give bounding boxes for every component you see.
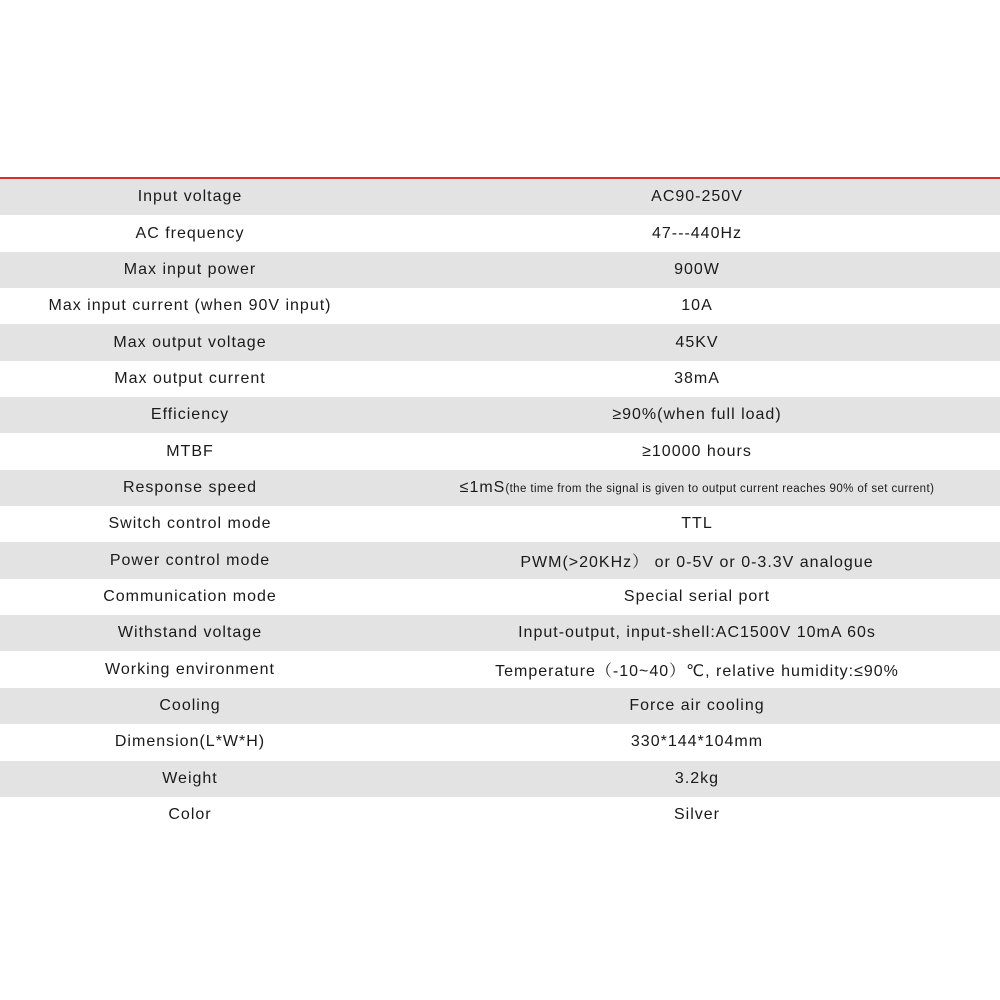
spec-label: Communication mode <box>103 587 277 605</box>
spec-value: 900W <box>674 260 720 278</box>
spec-value: 47---440Hz <box>651 224 743 242</box>
spec-value: Force air cooling <box>629 696 765 714</box>
spec-label: Max output current <box>114 369 266 387</box>
spec-value: Temperature（-10~40）℃, relative humidity:≤90% <box>495 663 899 681</box>
spec-value: ≥10000 hours <box>642 442 752 460</box>
spec-value: 330*144*104mm <box>630 733 764 751</box>
spec-label: Color <box>168 806 212 824</box>
table-row <box>0 215 1000 251</box>
spec-value <box>380 479 1000 497</box>
table-row <box>0 433 1000 469</box>
table-row <box>0 397 1000 433</box>
spec-value-note: (the time from the signal is given to output current reaches 90% of set current) <box>505 482 935 495</box>
table-row <box>0 797 1000 833</box>
spec-value: AC90-250V <box>651 188 743 206</box>
table-row <box>0 724 1000 760</box>
spec-label: Withstand voltage <box>117 624 263 642</box>
spec-label: Working environment <box>105 660 275 678</box>
table-row <box>0 324 1000 360</box>
spec-label: Power control mode <box>109 551 271 569</box>
table-row <box>0 506 1000 542</box>
table-row <box>0 688 1000 724</box>
spec-value: TTL <box>681 515 713 533</box>
spec-label: Efficiency <box>150 406 230 424</box>
table-row <box>0 252 1000 288</box>
spec-label: Cooling <box>159 696 221 714</box>
table-row <box>0 179 1000 215</box>
spec-label: Max input current (when 90V input) <box>48 297 332 315</box>
spec-value: Input-output, input-shell:AC1500V 10mA 60s <box>518 624 876 642</box>
spec-table <box>0 179 1000 833</box>
table-row <box>0 579 1000 615</box>
spec-value: PWM(>20KHz） or 0-5V or 0-3.3V analogue <box>520 554 874 572</box>
spec-value-main: ≤1mS <box>459 478 506 496</box>
spec-label: MTBF <box>166 442 214 460</box>
spec-sheet <box>0 177 1000 833</box>
spec-label: Response speed <box>122 478 258 496</box>
spec-label: AC frequency <box>135 224 245 242</box>
table-row <box>0 361 1000 397</box>
spec-value: 3.2kg <box>674 769 720 787</box>
spec-value: ≥90%(when full load) <box>612 406 782 424</box>
spec-label: Max output voltage <box>113 333 267 351</box>
spec-label: Max input power <box>123 260 257 278</box>
spec-value: 10A <box>681 297 713 315</box>
spec-label: Weight <box>162 769 218 787</box>
spec-value: Special serial port <box>623 587 771 605</box>
spec-value: 38mA <box>674 369 720 387</box>
table-row <box>0 288 1000 324</box>
table-row <box>0 651 1000 687</box>
spec-value: 45KV <box>675 333 719 351</box>
spec-label: Dimension(L*W*H) <box>114 733 266 751</box>
spec-value: Silver <box>673 806 720 824</box>
table-row <box>0 761 1000 797</box>
spec-label: Switch control mode <box>108 515 272 533</box>
table-row <box>0 542 1000 578</box>
table-row <box>0 615 1000 651</box>
spec-label: Input voltage <box>137 188 243 206</box>
table-row <box>0 470 1000 506</box>
